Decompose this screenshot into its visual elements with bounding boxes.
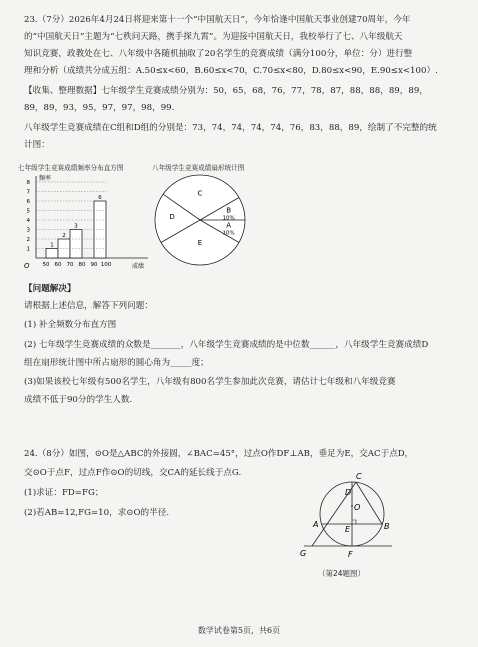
- q23-line-6: 89，89，93，95，97，97，98，99.: [24, 103, 175, 113]
- y-tick-label: 4: [26, 218, 30, 224]
- origin-label: O: [24, 262, 30, 270]
- q24-part-2: (2)若AB=12,FG=10，求⊙O的半径.: [24, 508, 170, 518]
- grade8-pie-chart: [150, 170, 250, 270]
- y-tick-label: 7: [26, 189, 30, 196]
- pie-caption: 八年级学生竞赛成绩扇形统计图: [152, 164, 245, 172]
- q23-part-1: (1) 补全频数分布直方图: [24, 320, 117, 330]
- page-footer: 数学试卷第5页，共6页: [197, 626, 281, 635]
- x-tick-label: 60: [54, 262, 62, 268]
- label-f: F: [348, 550, 353, 559]
- x-tick-label: 90: [90, 262, 98, 268]
- pie-slice-label: 10%: [222, 230, 235, 237]
- figure-caption: （第24题图）: [318, 569, 366, 578]
- q24-line-2: 交⊙O于点F，过点F作⊙O的切线，交CA的延长线于点G.: [24, 468, 242, 478]
- grade7-histogram: [20, 172, 155, 276]
- x-tick-label: 70: [66, 262, 74, 268]
- y-axis-label: 频率: [39, 175, 52, 182]
- label-o: O: [354, 503, 361, 512]
- q23-part-3a: (3)如果该校七年级有500名学生，八年级有800名学生参加此次竞赛，请估计七年级和八年级竞赛: [24, 377, 396, 387]
- label-b: B: [384, 522, 390, 531]
- histogram-bar: [46, 249, 58, 259]
- bar-label: 3: [74, 223, 78, 230]
- y-tick-label: 8: [26, 180, 30, 186]
- histogram-bar: [70, 230, 82, 259]
- q23-part-2a: (2) 七年级学生竞赛成绩的众数是_______，八年级学生竞赛成绩的是中位数______，八年级学生竞赛成绩D: [24, 340, 429, 350]
- q23-line-1: 23.（7分）2026年4月24日将迎来第十一个“中国航天日”，今年恰逢中国航天事业创建70周年，今年: [24, 15, 411, 25]
- pie-slice-name: E: [197, 238, 203, 247]
- label-c: C: [356, 472, 362, 481]
- label-d: D: [345, 488, 352, 497]
- y-tick-label: 3: [26, 227, 30, 234]
- y-tick-label: 2: [26, 237, 30, 243]
- instruction-line: 请根据上述信息，解答下列问题：: [24, 301, 153, 311]
- q24-line-1: 24.（8分）如图，⊙O是△ABC的外接圆，∠BAC=45°，过点O作DF⊥AB，垂足为E，交AC于点D，: [24, 449, 414, 459]
- histogram-caption: 七年级学生竞赛成绩频率分布直方图: [18, 164, 124, 172]
- q23-line-3: 知识竞赛，政教处在七、八年级中各随机抽取了20名学生的竞赛成绩（满分100分，单位：分）进行整: [24, 49, 413, 59]
- pie-slices: [155, 175, 245, 265]
- q23-part-3b: 成绩不低于90分的学生人数.: [24, 395, 133, 405]
- q23-line-5: 【收集、整理数据】七年级学生竞赛成绩分别为：50，65，68，76，77，78，87，88，88，89，89，: [24, 86, 428, 96]
- q23-part-2b: 组在扇形统计图中所占扇形的圆心角为_____度；: [24, 358, 209, 368]
- y-tick-label: 6: [26, 199, 30, 205]
- y-tick-label: 1: [26, 246, 30, 253]
- bar-label: 2: [62, 233, 66, 239]
- x-tick-label: 100: [100, 262, 112, 268]
- q23-line-4: 理和分析（成绩共分成五组：A.50≤x<60，B.60≤x<70，C.70≤x<80，D.80≤x<90，E.90≤x<100）.: [24, 66, 438, 76]
- label-g: G: [300, 549, 307, 558]
- point-o: [351, 505, 353, 507]
- label-e: E: [345, 525, 351, 534]
- y-tick-label: 5: [26, 208, 30, 215]
- right-angle-mark: [352, 520, 356, 524]
- x-tick-label: 50: [42, 262, 50, 268]
- pie-slice-name: C: [197, 189, 203, 198]
- pie-slice-name: B: [226, 206, 232, 215]
- q24-geometry-figure: [292, 468, 412, 564]
- bar-label: 1: [50, 242, 54, 249]
- x-axis-label: 成绩: [132, 263, 145, 270]
- q23-line-7: 八年级学生竞赛成绩在C组和D组的分别是：73，74，74，74，74，76，83，88，89，绘制了不完整的统: [24, 123, 437, 133]
- q23-line-2: 的“中国航天日”主题为“七秩问天路，携手探九霄”。为迎接中国航天日，我校举行了七、八年级航天: [24, 32, 403, 42]
- histogram-axes: [24, 174, 148, 270]
- pie-slice-label: 10%: [222, 215, 235, 222]
- q24-part-1: (1)求证：FD=FG；: [24, 488, 104, 498]
- pie-slice-name: D: [169, 213, 175, 222]
- x-tick-label: 80: [78, 262, 86, 268]
- label-a: A: [313, 520, 319, 529]
- q23-line-8: 计图：: [24, 140, 50, 150]
- section-problem-solving: 【问题解决】: [24, 284, 76, 294]
- bar-label: 6: [98, 195, 102, 201]
- pie-slice-name: A: [226, 221, 232, 230]
